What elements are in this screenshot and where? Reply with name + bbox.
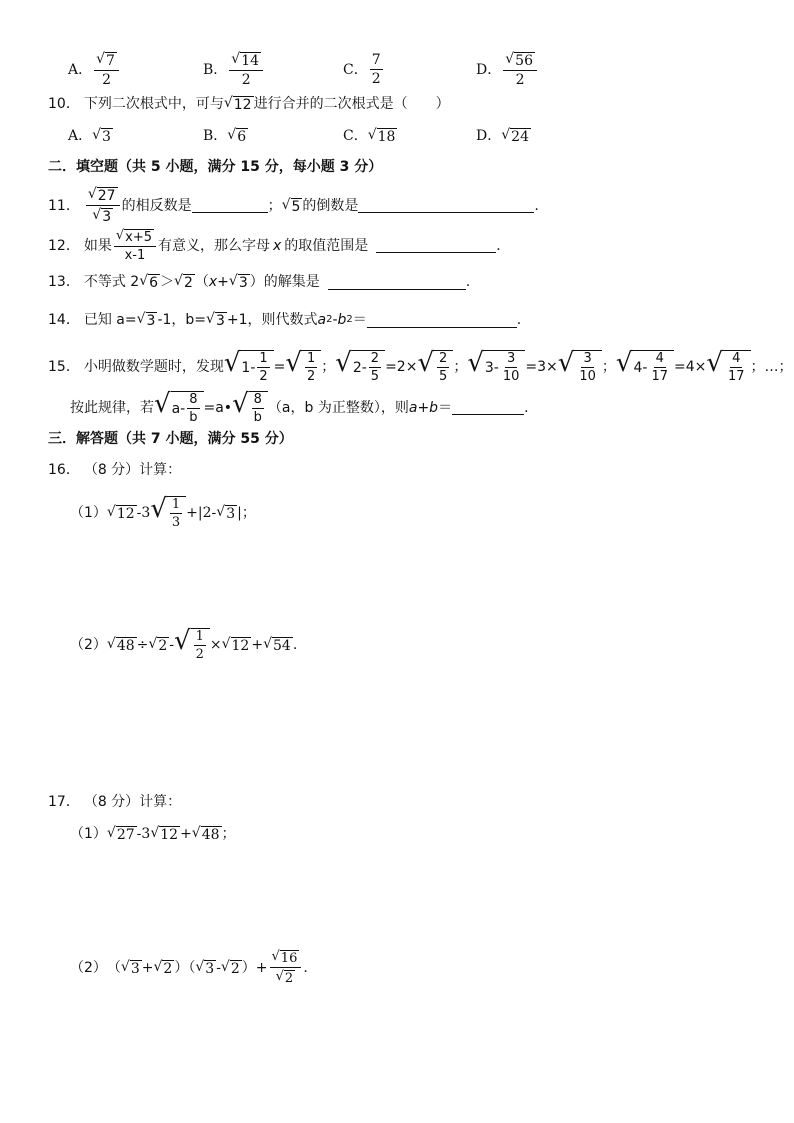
q13: 13． 不等式 2 √ 6 ＞ √ 2 （ x + √ 3 ） 的解集是 . xyxy=(48,273,471,291)
q9-option-d: D． √ 56 2 xyxy=(476,52,539,87)
q13-answer-blank[interactable] xyxy=(328,275,466,290)
q15-line-2: 按此规律，若 √ a- $\frac{8}{b}$ =a• √ $\frac{8}{b}$ （a，b 为正整数），则 a+b ＝ . xyxy=(70,389,529,425)
q14-answer-blank[interactable] xyxy=(367,313,517,328)
section-2-title: 二．填空题（共 5 小题，满分 15 分，每小题 3 分） xyxy=(48,159,383,175)
q11-answer-blank-2[interactable] xyxy=(358,198,534,213)
q9-option-c: C． $\frac{7}{2}$ xyxy=(343,52,381,87)
q12: 12． 如果 √ x+5 x-1 有意义，那么字母 x 的取值范围是 . xyxy=(48,228,501,263)
q9-option-a: A． √ 7 2 xyxy=(68,52,203,87)
q10-stem: 10． 下列二次根式中，可与 √ 12 进行合并的二次根式是（ ） xyxy=(48,95,450,113)
q16-part-1: （1） √ 12 -3 √ $\frac{1}{3}$ +|2- √ 3 |； xyxy=(70,494,256,530)
q15-answer-blank[interactable] xyxy=(452,400,524,415)
q10-option-a: A． √ 3 xyxy=(68,127,111,145)
q11-answer-blank-1[interactable] xyxy=(192,198,268,213)
q9-option-b: B． √ 14 2 xyxy=(203,52,343,87)
q9-options xyxy=(68,52,539,87)
q17-part-2: （2） （ √ 3 + √ 2 ）（ √ 3 - √ 2 ）+ √ 16 √ 2 . xyxy=(70,949,308,986)
q16-part-2: （2） √ 48 ÷ √ 2 - √ $\frac{1}{2}$ × √ 12 + √ 54 . xyxy=(70,626,298,662)
q17-part-1: （1） √ 27 -3 √ 12 + √ 48 ； xyxy=(70,825,236,843)
q10-options xyxy=(68,128,531,144)
q10-option-c: C． √ 18 xyxy=(343,127,396,145)
q15-line-1: 15． 小明做数学题时，发现 √ 1- $\frac{1}{2}$ = √ $\frac{1}{2}$ ； √ 2- $\frac{2}{5}$ =2× √ $\frac{2}{5}$ ； √ 3- $\frac{3}{10}$ =3× √ $\frac{3}{10}$ ； √ 4- $\frac{4}{17}$ =4× √ $\frac{4}{17}$ ；…； xyxy=(48,348,793,384)
q11: 11． √ 27 √ 3 的相反数是 ； √ 5 的倒数是 . xyxy=(48,186,539,225)
section-3-title: 三．解答题（共 7 小题，满分 55 分） xyxy=(48,431,293,447)
q10-option-b: B． √ 6 xyxy=(203,127,247,145)
q10-option-d: D． √ 24 xyxy=(476,127,529,145)
q14: 14． 已知 a= √ 3 -1，b= √ 3 +1，则代数式 a 2 - b 2 ＝ . xyxy=(48,311,522,329)
q17-stem: 17． （8 分）计算： xyxy=(48,794,182,810)
q16-stem: 16． （8 分）计算： xyxy=(48,462,182,478)
q12-answer-blank[interactable] xyxy=(376,238,496,253)
